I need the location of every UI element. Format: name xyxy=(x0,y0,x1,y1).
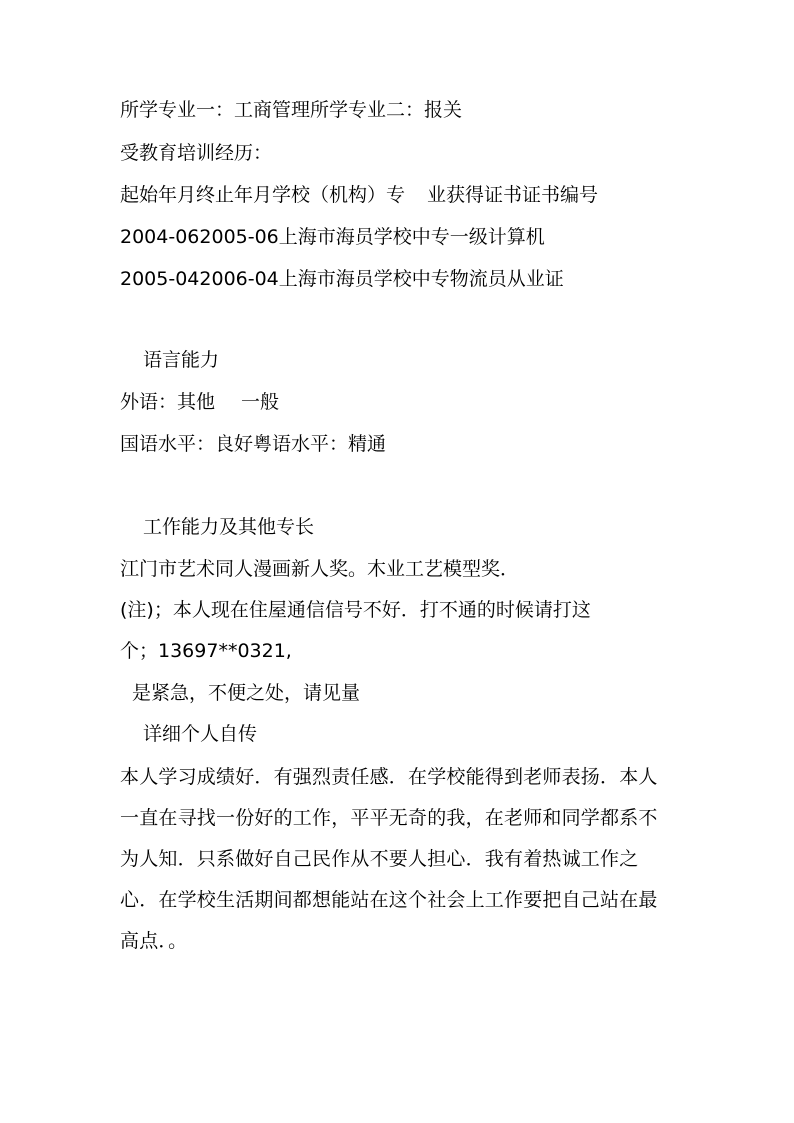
majors-line: 所学专业一：工商管理所学专业二：报关 xyxy=(120,99,463,121)
note-line-3: 是紧急，不便之处，请见量 xyxy=(132,682,361,704)
foreign-language-line xyxy=(120,390,279,414)
training-title: 受教育培训经历： xyxy=(120,142,273,164)
training-row-2: 2005-042006-04上海市海员学校中专物流员从业证 xyxy=(120,268,564,290)
training-header xyxy=(120,183,598,207)
training-header-right: 业获得证书证书编号 xyxy=(427,184,599,206)
training-row-1: 2004-062005-06上海市海员学校中专一级计算机 xyxy=(120,226,545,248)
training-header-left: 起始年月终止年月学校（机构）专 xyxy=(120,184,406,206)
skills-heading: 工作能力及其他专长 xyxy=(143,516,315,538)
foreign-language-level: 一般 xyxy=(241,391,280,413)
language-heading: 语言能力 xyxy=(143,349,220,371)
autobiography-body: 本人学习成绩好．有强烈责任感．在学校能得到老师表扬．本人一直在寻找一份好的工作，平平无奇的我，在老师和同学都系不为人知．只系做好自己民作从不要人担心．我有着热诚工作之心．在学校生活期间都想能站在这个社会上工作要把自己站在最高点．。 xyxy=(120,766,658,952)
note-line-1: (注)；本人现在住屋通信信号不好．打不通的时候请打这 xyxy=(120,599,591,621)
awards-line: 江门市艺术同人漫画新人奖。木业工艺模型奖． xyxy=(120,558,520,580)
autobiography-heading: 详细个人自传 xyxy=(143,723,258,745)
foreign-language-label: 外语：其他 xyxy=(120,391,216,413)
dialect-line: 国语水平：良好粤语水平：精通 xyxy=(120,433,387,455)
note-line-2: 个；13697**0321, xyxy=(120,640,292,662)
